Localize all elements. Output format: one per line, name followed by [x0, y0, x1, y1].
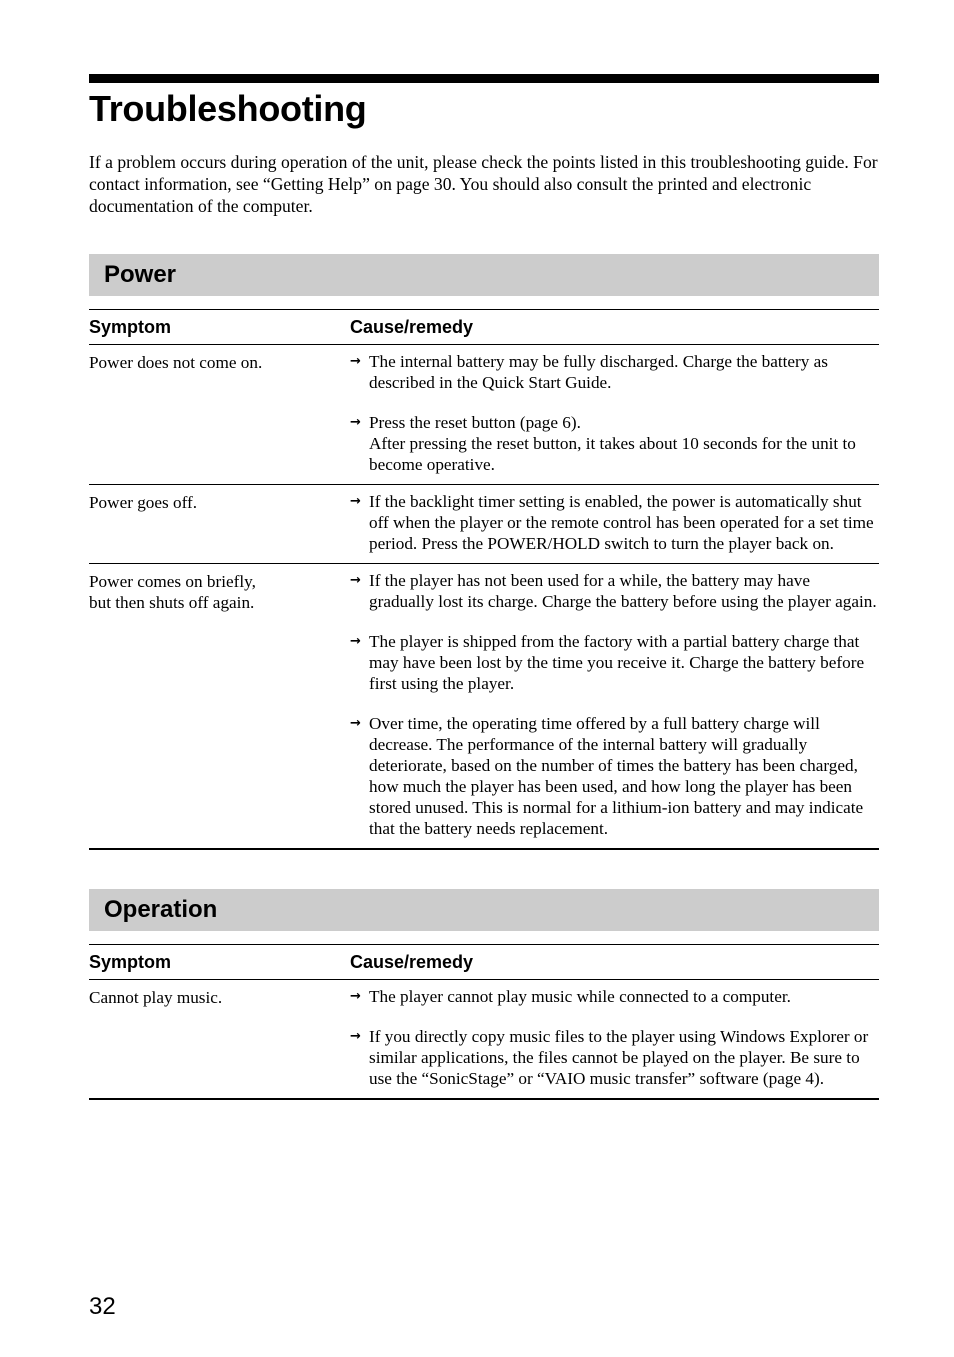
- remedy-text: After pressing the reset button, it takes about 10 seconds for the unit to become operative.: [369, 434, 856, 474]
- symptom-text: Power comes on briefly,: [89, 572, 256, 591]
- arrow-icon: →: [350, 989, 361, 1004]
- arrow-icon: →: [350, 494, 361, 509]
- remedy-item: [350, 713, 879, 839]
- title-rule: [89, 74, 879, 83]
- page-number: 32: [89, 1293, 116, 1320]
- remedy-text: The player is shipped from the factory with a partial battery charge that may have been lost by the time you receive it. Charge the battery before first using the player.: [369, 632, 865, 693]
- table-row: [89, 484, 879, 563]
- page-title: Troubleshooting: [89, 88, 367, 129]
- symptom-column-header: Symptom: [89, 316, 172, 337]
- remedy-item: [350, 1026, 879, 1089]
- remedy-text: The player cannot play music while connected to a computer.: [369, 987, 791, 1006]
- table-row: [89, 563, 879, 848]
- section-heading: Operation: [89, 889, 879, 931]
- remedy-item: [350, 412, 879, 475]
- arrow-icon: →: [350, 573, 361, 588]
- symptom-cell: [89, 351, 350, 475]
- remedy-text: Press the reset button (page 6).: [369, 413, 581, 432]
- remedy-cell: [350, 570, 879, 839]
- section-power: [89, 254, 879, 850]
- arrow-icon: →: [350, 1029, 361, 1044]
- symptom-text: Power goes off.: [89, 493, 198, 512]
- sections: [89, 254, 879, 1100]
- remedy-cell: [350, 986, 879, 1089]
- remedy-text: Over time, the operating time offered by a full battery charge will decrease. The performance of the internal battery will gradually deteriorate, based on the number of times the battery has been charged, how much the player has been used, and how long the player has been stored unused. This is normal for a lithium-ion battery and may indicate that the battery needs replacement.: [369, 714, 864, 838]
- table-row: [89, 345, 879, 484]
- remedy-text: If the player has not been used for a while, the battery may have gradually lost its charge. Charge the battery before using the player again.: [369, 571, 877, 611]
- symptom-text: Power does not come on.: [89, 353, 263, 372]
- page: [89, 74, 879, 1100]
- table-header: [89, 310, 879, 345]
- section-operation: [89, 889, 879, 1100]
- table-row: [89, 980, 879, 1098]
- intro-paragraph: If a problem occurs during operation of the unit, please check the points listed in this troubleshooting guide. For contact information, see “Getting Help” on page 30. You should also consult the printed and electronic documentation of the computer.: [89, 152, 878, 216]
- symptom-cell: [89, 570, 350, 839]
- troubleshooting-table: [89, 944, 879, 1100]
- section-heading: Power: [89, 254, 879, 296]
- symptom-text: but then shuts off again.: [89, 593, 255, 612]
- symptom-text: Cannot play music.: [89, 988, 223, 1007]
- remedy-item: [350, 631, 879, 694]
- arrow-icon: →: [350, 415, 361, 430]
- remedy-item: [350, 986, 879, 1007]
- remedy-item: [350, 351, 879, 393]
- arrow-icon: →: [350, 634, 361, 649]
- remedy-text: If you directly copy music files to the player using Windows Explorer or similar applications, the files cannot be played on the player. Be sure to use the “SonicStage” or “VAIO music transfer” software (page 4).: [369, 1027, 869, 1088]
- remedy-cell: [350, 491, 879, 554]
- symptom-column-header: Symptom: [89, 951, 172, 972]
- arrow-icon: →: [350, 716, 361, 731]
- troubleshooting-table: [89, 309, 879, 850]
- remedy-text: If the backlight timer setting is enabled, the power is automatically shut off when the player or the remote control has been operated for a set time period. Press the POWER/HOLD switch to turn the player back on.: [369, 492, 874, 553]
- remedy-cell: [350, 351, 879, 475]
- symptom-cell: [89, 491, 350, 554]
- table-header: [89, 945, 879, 980]
- remedy-item: [350, 491, 879, 554]
- remedy-item: [350, 570, 879, 612]
- remedy-column-header: Cause/remedy: [350, 316, 474, 337]
- remedy-text: The internal battery may be fully discharged. Charge the battery as described in the Quick Start Guide.: [369, 352, 828, 392]
- symptom-cell: [89, 986, 350, 1089]
- remedy-column-header: Cause/remedy: [350, 951, 474, 972]
- arrow-icon: →: [350, 354, 361, 369]
